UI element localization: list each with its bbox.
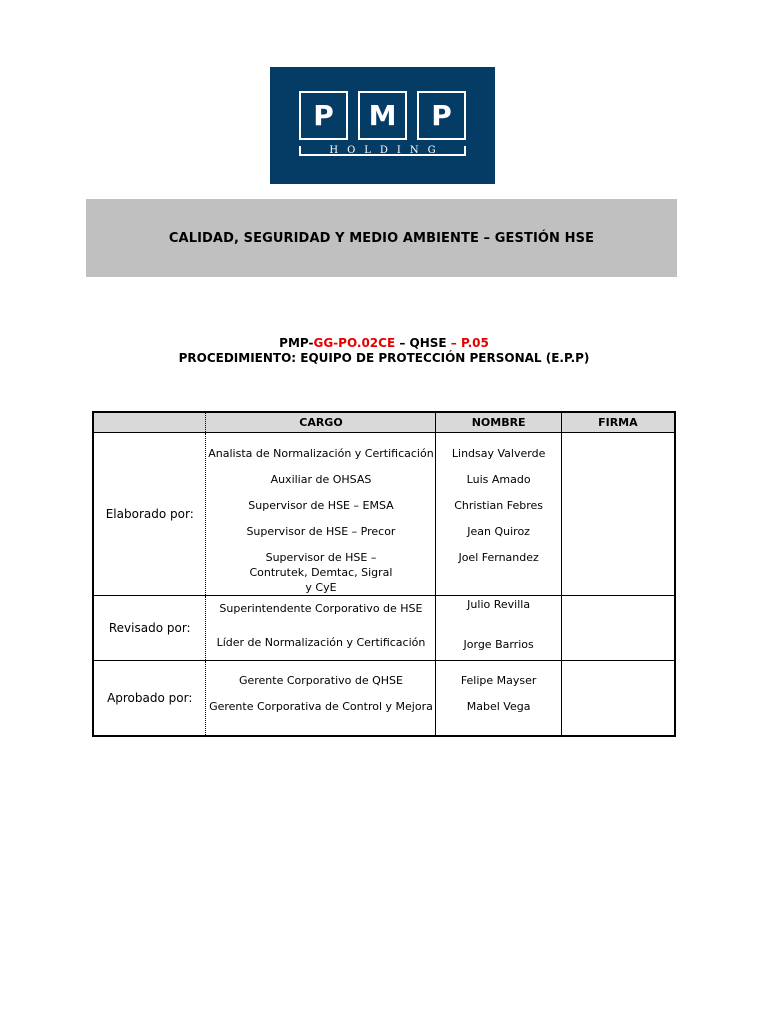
cargo-cell: [206, 661, 436, 737]
cargo-item: Gerente Corporativa de Control y Mejora: [209, 700, 433, 713]
nombre-cell: [436, 433, 561, 596]
nombre-item: Mabel Vega: [466, 700, 531, 713]
procedure-title: PROCEDIMIENTO: EQUIPO DE PROTECCIÓN PERSONAL (E.P.P): [178, 351, 590, 365]
logo-letter-m: M: [358, 91, 407, 140]
nombre-cell: [436, 596, 561, 661]
cargo-item: Superintendente Corporativo de HSE: [219, 602, 423, 615]
nombre-item: Christian Febres: [454, 499, 544, 512]
nombre-item: Luis Amado: [466, 473, 531, 486]
group-label-aprobado: Aprobado por:: [93, 661, 206, 737]
table-row: [93, 661, 675, 737]
header-empty: [93, 412, 206, 433]
firma-cell: [561, 433, 675, 596]
cargo-item: Gerente Corporativo de QHSE: [238, 674, 403, 687]
cargo-item: Supervisor de HSE – EMSA: [248, 499, 394, 512]
nombre-cell: [436, 661, 561, 737]
firma-cell: [561, 661, 675, 737]
header-band: [86, 199, 677, 277]
logo-letter-p1: P: [299, 91, 348, 140]
nombre-item: Felipe Mayser: [460, 674, 537, 687]
header-title: CALIDAD, SEGURIDAD Y MEDIO AMBIENTE – GESTIÓN HSE: [168, 230, 595, 246]
firma-cell: [561, 596, 675, 661]
logo-subtitle: HOLDING: [329, 145, 445, 156]
nombre-item: Jean Quiroz: [467, 525, 530, 538]
table-row: [93, 433, 675, 596]
group-label-revisado: Revisado por:: [93, 596, 206, 661]
header-cargo: CARGO: [206, 412, 436, 433]
code-area: – QHSE: [395, 336, 451, 350]
cargo-item: Analista de Normalización y Certificación: [208, 447, 434, 460]
table-header-row: [93, 412, 675, 433]
logo-letter-p2: P: [417, 91, 466, 140]
code-procedure: – P.05: [450, 336, 489, 350]
code-line: [0, 336, 768, 351]
nombre-item: Joel Fernandez: [458, 551, 539, 564]
cargo-item: Supervisor de HSE – Precor: [246, 525, 396, 538]
cargo-cell: [206, 596, 436, 661]
nombre-item: Jorge Barrios: [463, 638, 534, 651]
table-row: [93, 596, 675, 661]
cargo-item: Líder de Normalización y Certificación: [216, 636, 426, 649]
cargo-cell: [206, 433, 436, 596]
code-id: GG-PO.02CE: [313, 336, 396, 350]
approval-table: [92, 411, 676, 737]
cargo-item: Auxiliar de OHSAS: [270, 473, 372, 486]
header-firma: FIRMA: [561, 412, 675, 433]
group-label-elaborado: Elaborado por:: [93, 433, 206, 596]
nombre-item: Lindsay Valverde: [451, 447, 546, 460]
document-code: [0, 336, 768, 366]
nombre-item: Julio Revilla: [467, 598, 531, 611]
code-prefix: PMP-: [279, 336, 314, 350]
header-nombre: NOMBRE: [436, 412, 561, 433]
pmp-holding-logo: [270, 67, 495, 184]
cargo-item: Supervisor de HSE – Contrutek, Demtac, Sigral y CyE: [249, 551, 393, 594]
